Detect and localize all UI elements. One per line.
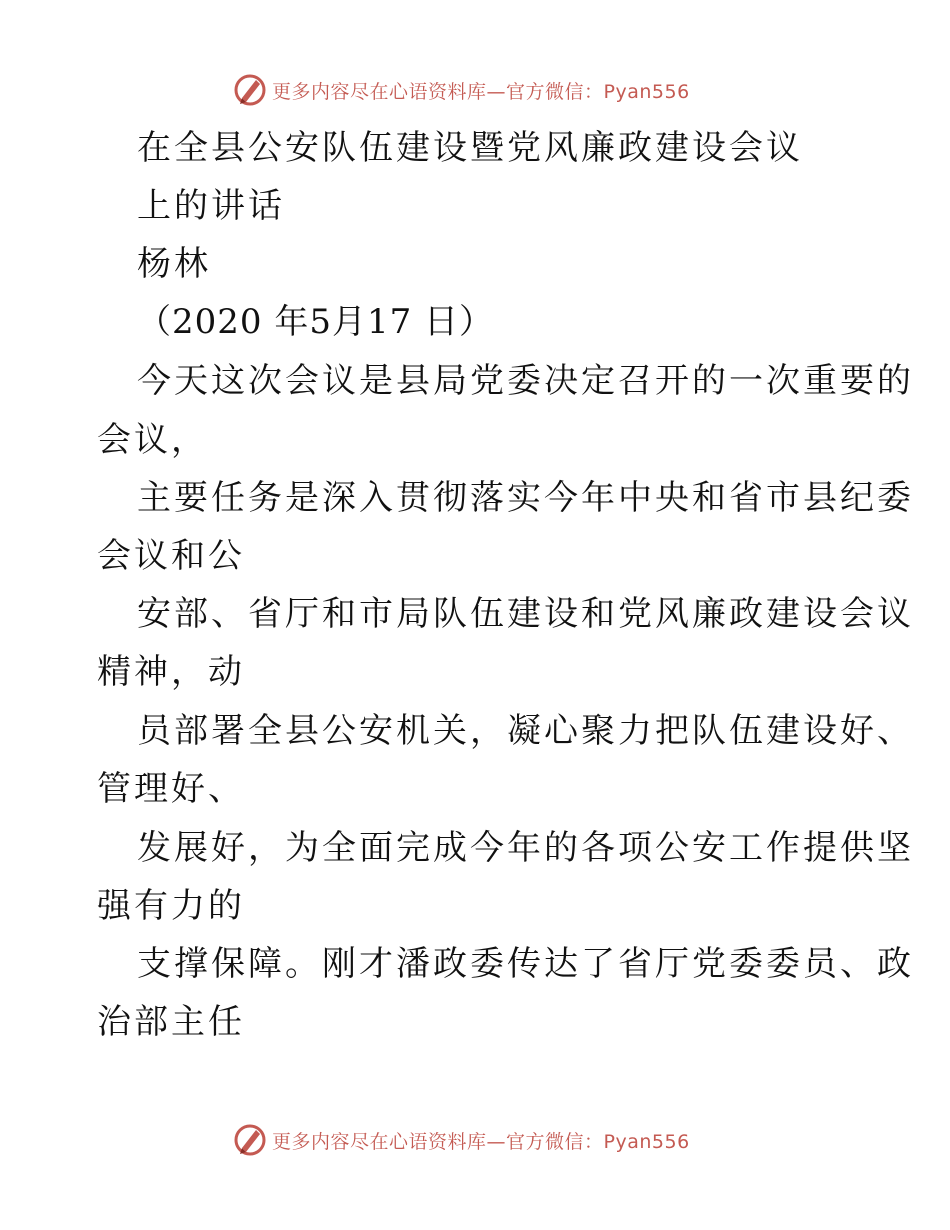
pen-logo-icon: [232, 72, 268, 108]
paragraph-line: 主要任务是深入贯彻落实今年中央和省市县纪委: [137, 478, 914, 518]
paragraph-line: 安部、省厅和市局队伍建设和党风廉政建设会议: [137, 594, 914, 634]
author-name: 杨林: [137, 244, 211, 284]
watermark-text: 更多内容尽在心语资料库—官方微信：Pyan556: [272, 80, 690, 103]
paragraph-line: 今天这次会议是县局党委决定召开的一次重要的: [137, 361, 914, 401]
paragraph-line: 发展好，为全面完成今年的各项公安工作提供坚: [137, 828, 914, 868]
paragraph-line: 会议，: [97, 420, 208, 460]
header-watermark: [232, 70, 690, 110]
pen-logo-icon: [232, 1122, 268, 1158]
paragraph-line: 治部主任: [97, 1002, 245, 1042]
footer-watermark: [232, 1120, 690, 1160]
paragraph-line: 员部署全县公安机关，凝心聚力把队伍建设好、: [137, 711, 914, 751]
watermark-text: 更多内容尽在心语资料库—官方微信：Pyan556: [272, 1130, 690, 1153]
paragraph-line: 管理好、: [97, 769, 245, 809]
title-line-1: 在全县公安队伍建设暨党风廉政建设会议: [137, 128, 803, 168]
paragraph-line: 精神，动: [97, 652, 245, 692]
title-line-2: 上的讲话: [137, 186, 285, 226]
speech-date: （2020 年5月17 日）: [137, 302, 495, 342]
paragraph-line: 支撑保障。刚才潘政委传达了省厅党委委员、政: [137, 944, 914, 984]
paragraph-line: 强有力的: [97, 886, 245, 926]
paragraph-line: 会议和公: [97, 536, 245, 576]
